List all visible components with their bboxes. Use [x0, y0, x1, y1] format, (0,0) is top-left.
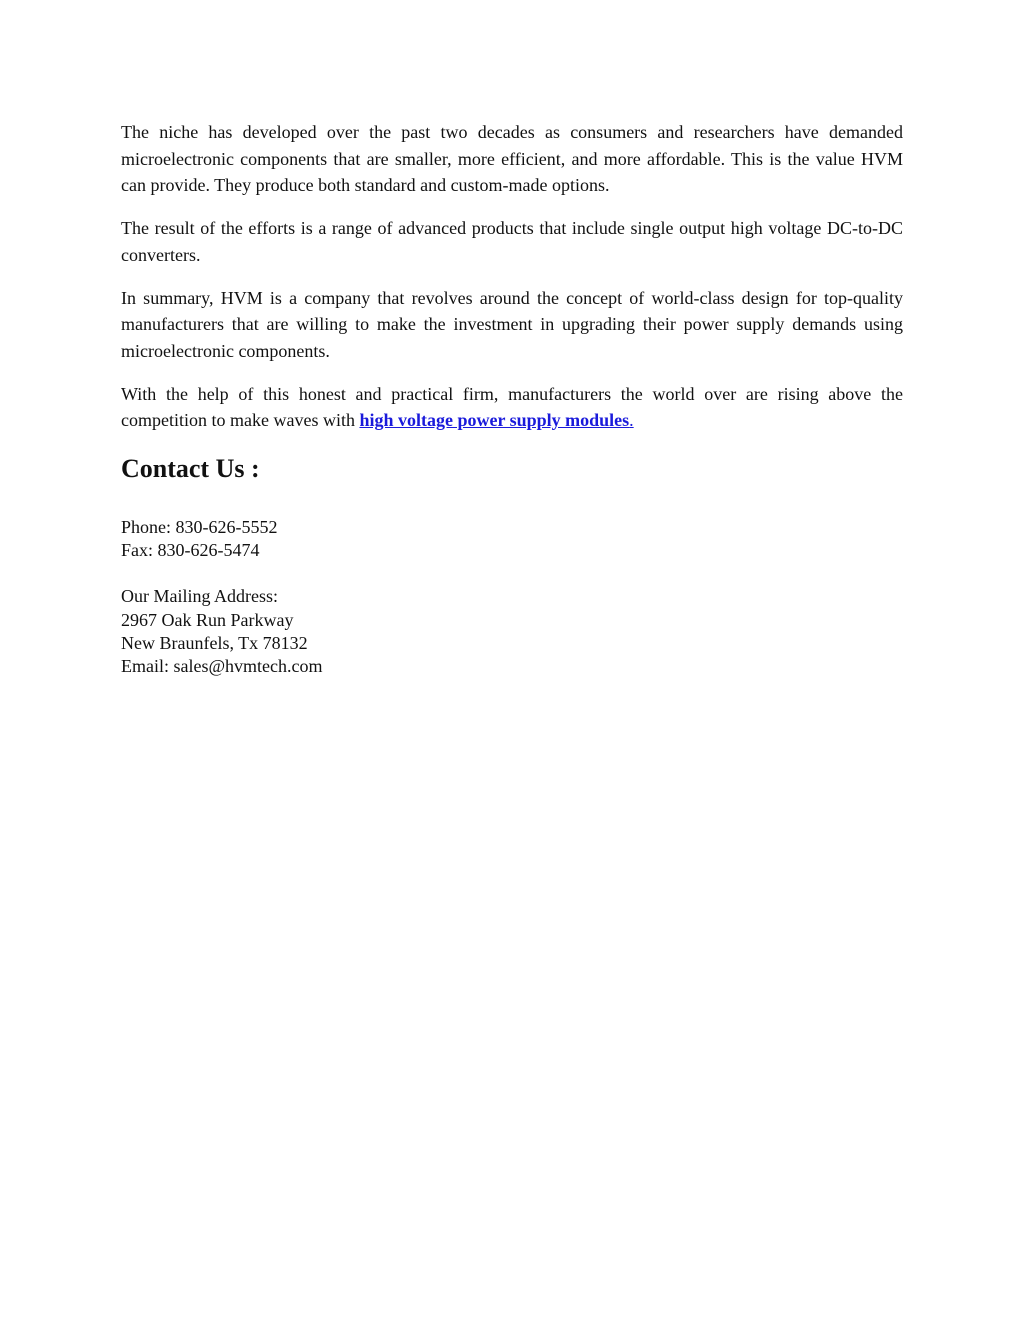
- phone-number: Phone: 830-626-5552: [121, 517, 278, 538]
- paragraph-summary: In summary, HVM is a company that revolves around the concept of world-class design for top-quality manufacturers that are willing to make the investment in upgrading their power supply demands using microelectronic components.: [121, 287, 903, 361]
- fax-number: Fax: 830-626-5474: [121, 540, 260, 561]
- paragraph-niche: The niche has developed over the past two decades as consumers and researchers have demanded microelectronic components that are smaller, more efficient, and more affordable. This is the value HVM can provide. They produce both standard and custom-made options.: [121, 122, 903, 196]
- contact-heading: Contact Us :: [121, 454, 260, 484]
- link-period: .: [629, 410, 634, 431]
- paragraph-closing: [121, 381, 903, 434]
- street-address: 2967 Oak Run Parkway: [121, 609, 294, 630]
- mailing-address-label: Our Mailing Address:: [121, 586, 278, 607]
- document-page: [121, 119, 903, 678]
- contact-block: [121, 516, 903, 678]
- contact-spacer: [121, 562, 903, 585]
- email-address: Email: sales@hvmtech.com: [121, 656, 323, 677]
- paragraph-closing-text: With the help of this honest and practical firm, manufacturers the world over are rising above the competition to make waves with: [121, 383, 903, 431]
- city-address: New Braunfels, Tx 78132: [121, 632, 308, 653]
- paragraph-products: The result of the efforts is a range of advanced products that include single output high voltage DC-to-DC converters.: [121, 218, 903, 265]
- high-voltage-modules-link[interactable]: high voltage power supply modules: [359, 410, 630, 431]
